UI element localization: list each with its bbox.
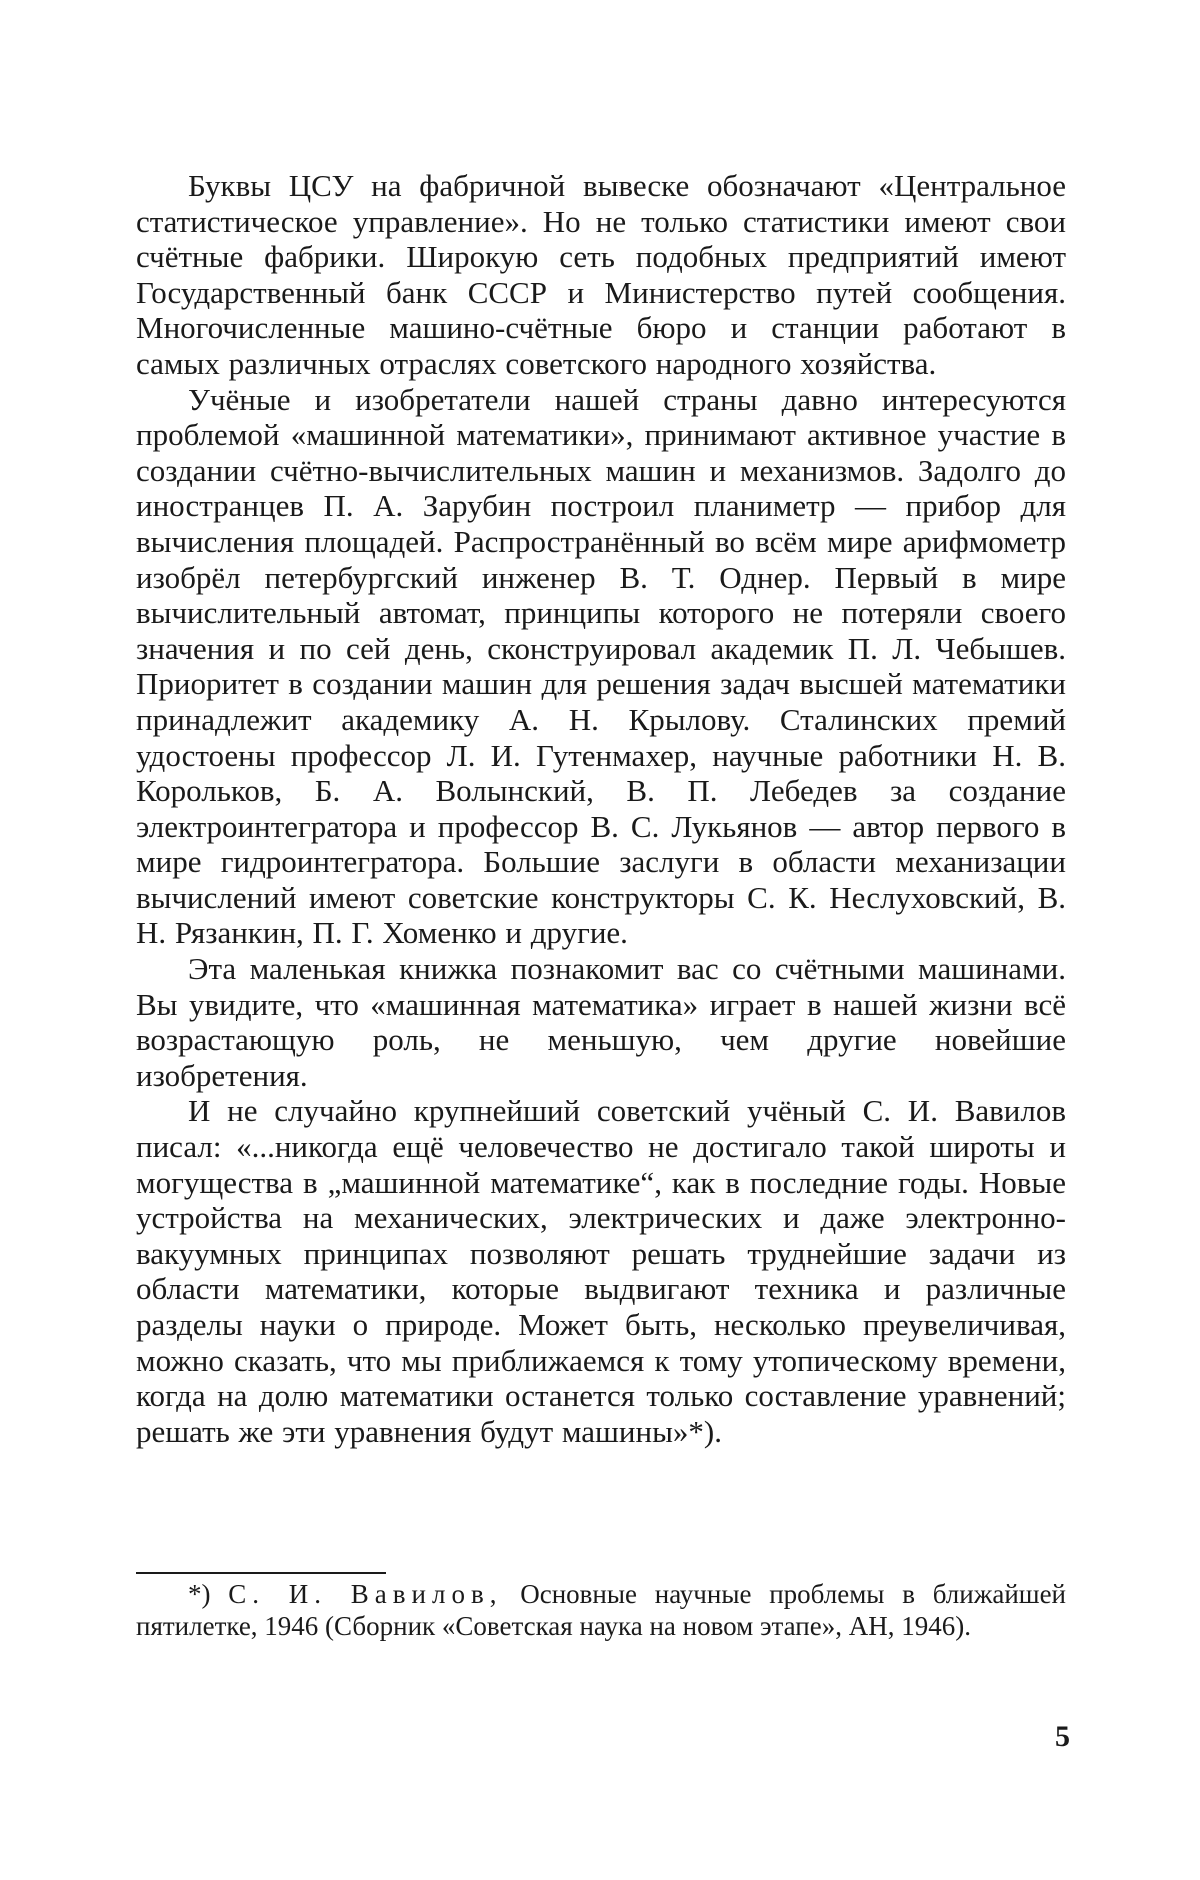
main-text xyxy=(136,168,1066,1449)
footnote-text: Основные научные проблемы в ближайшей пятилетке, 1946 (Сборник «Советская наука на новом этапе», АН, 1946). xyxy=(136,1579,1067,1641)
paragraph-4: И не случайно крупнейший советский учёный С. И. Вавилов писал: «...никогда ещё человечество не достигало такой широты и могущества в „машинной математике“, как в последние годы. Новые устройства на механических, электрических и даже электронно-вакуумных принципах позволяют решать труднейшие задачи из области математики, которые выдвигают техника и различные разделы науки о природе. Может быть, несколько преувеличивая, можно сказать, что мы приближаемся к тому утопическому времени, когда на долю математики останется только составление уравнений; решать же эти уравнения будут машины»*). xyxy=(136,1093,1066,1449)
footnote-marker: *) xyxy=(188,1579,229,1609)
paragraph-3: Эта маленькая книжка познакомит вас со счётными машинами. Вы увидите, что «машинная математика» играет в нашей жизни всё возрастающую роль, не меньшую, чем другие новейшие изобретения. xyxy=(136,951,1066,1093)
footnote-separator xyxy=(136,1572,386,1574)
footnote-author: С. И. Вавилов, xyxy=(228,1579,503,1609)
paragraph-1: Буквы ЦСУ на фабричной вывеске обозначают «Центральное статистическое управление». Но не только статистики имеют свои счётные фабрики. Широкую сеть подобных предприятий имеют Государственный банк СССР и Министерство путей сообщения. Многочисленные машино-счётные бюро и станции работают в самых различных отраслях советского народного хозяйства. xyxy=(136,168,1066,381)
page-number: 5 xyxy=(1055,1720,1070,1753)
paragraph-2: Учёные и изобретатели нашей страны давно интересуются проблемой «машинной математики», принимают активное участие в создании счётно-вычислительных машин и механизмов. Задолго до иностранцев П. А. Зарубин построил планиметр — прибор для вычисления площадей. Распространённый во всём мире арифмометр изобрёл петербургский инженер В. Т. Однер. Первый в мире вычислительный автомат, принципы которого не потеряли своего значения и по сей день, сконструировал академик П. Л. Чебышев. Приоритет в создании машин для решения задач высшей математики принадлежит академику А. Н. Крылову. Сталинских премий удостоены профессор Л. И. Гутенмахер, научные работники Н. В. Корольков, Б. А. Волынский, В. П. Лебедев за создание электроинтегратора и профессор В. С. Лукьянов — автор первого в мире гидроинтегратора. Большие заслуги в области механизации вычислений имеют советские конструкторы С. К. Неслуховский, В. Н. Рязанкин, П. Г. Хоменко и другие. xyxy=(136,381,1066,951)
footnote xyxy=(136,1578,1066,1642)
